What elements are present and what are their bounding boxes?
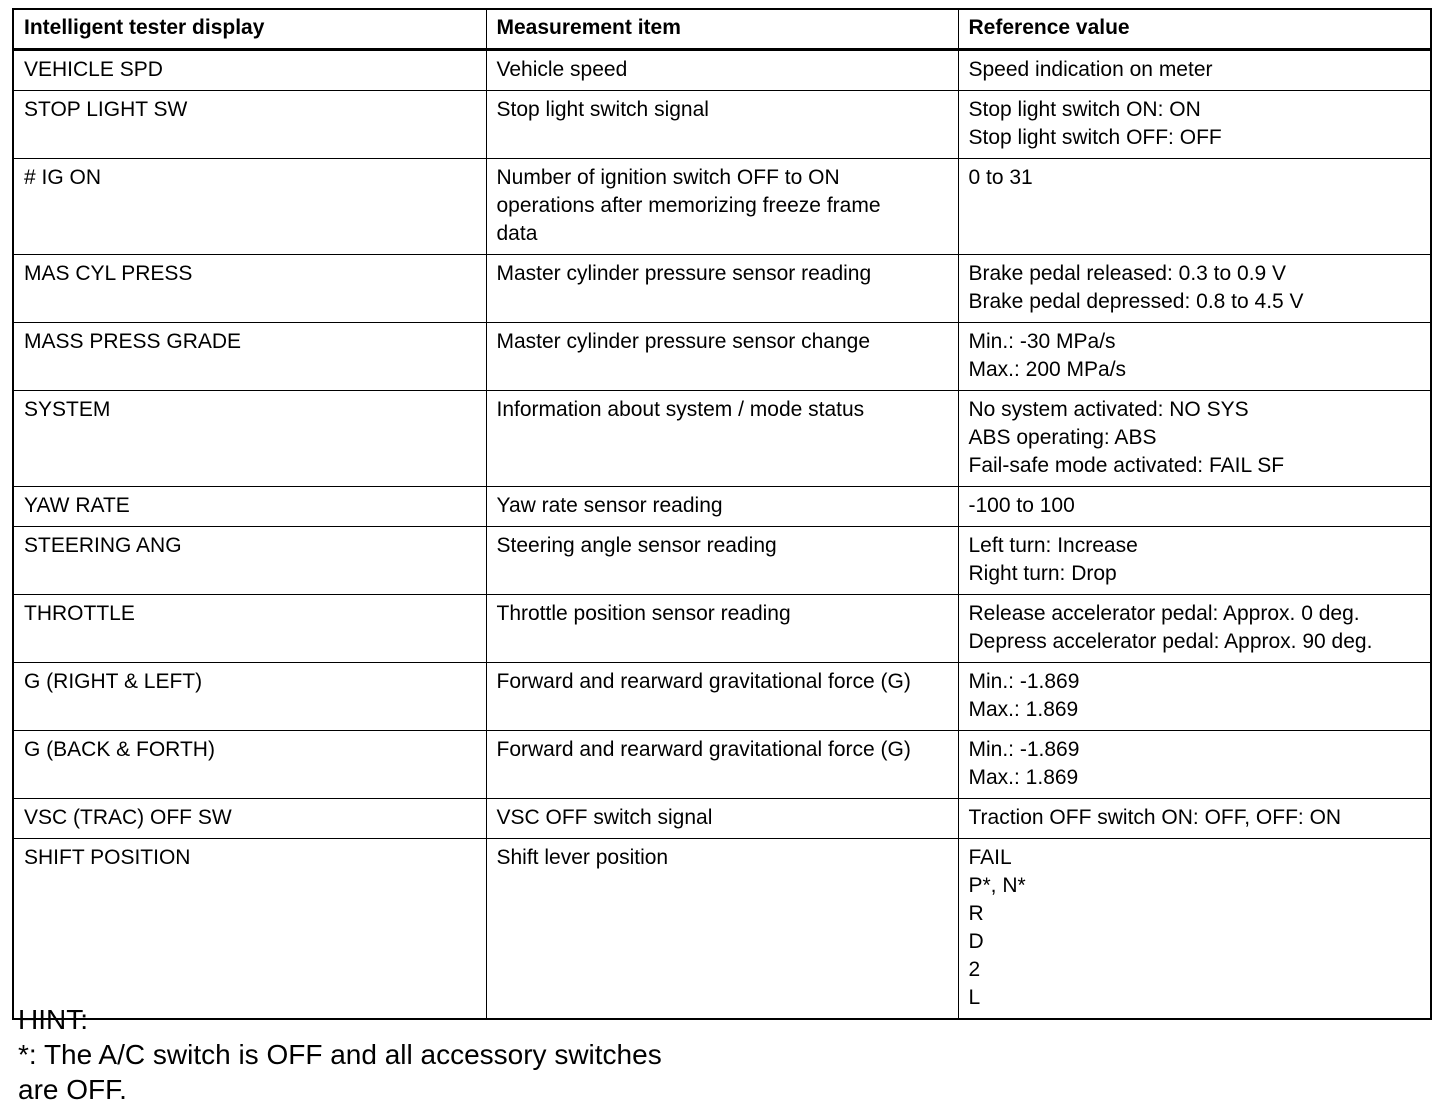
measurement-item-cell [486,595,958,663]
reference-value-line: Release accelerator pedal: Approx. 0 deg. [968,602,1360,625]
reference-value-line: Right turn: Drop [968,562,1117,585]
reference-value-line: Max.: 200 MPa/s [968,358,1127,381]
reference-value-cell [958,839,1431,1020]
measurement-item-cell [486,255,958,323]
measurement-item-line: Master cylinder pressure sensor reading [496,262,872,285]
measurement-item-line: Forward and rearward gravitational force (G) [496,670,911,693]
reference-value-cell [958,663,1431,731]
table-row [13,255,1431,323]
table-row [13,799,1431,839]
reference-value-line: Left turn: Increase [968,534,1138,557]
data-list-table [12,8,1432,1020]
column-header-display: Intelligent tester display [13,9,486,50]
hint-line: are OFF. [18,1074,127,1105]
hint-line: *: The A/C switch is OFF and all accessory switches [18,1039,662,1070]
reference-value-line: Max.: 1.869 [968,698,1079,721]
hint-note [18,1002,778,1107]
reference-value-cell [958,595,1431,663]
measurement-item-line: VSC OFF switch signal [496,806,713,829]
reference-value-cell [958,391,1431,487]
measurement-item-cell [486,731,958,799]
reference-value-line: Min.: -1.869 [968,670,1080,693]
reference-value-line: FAIL [968,846,1012,869]
table-row [13,527,1431,595]
column-header-measurement-item: Measurement item [486,9,958,50]
measurement-item-line: Shift lever position [496,846,669,869]
tester-display-cell: SHIFT POSITION [13,839,486,1020]
tester-display-cell: STEERING ANG [13,527,486,595]
tester-display-cell: STOP LIGHT SW [13,91,486,159]
reference-value-cell [958,159,1431,255]
reference-value-cell [958,255,1431,323]
measurement-item-cell [486,391,958,487]
reference-value-line: Max.: 1.869 [968,766,1079,789]
reference-value-line: Stop light switch ON: ON [968,98,1201,121]
reference-value-cell [958,527,1431,595]
table-row [13,91,1431,159]
table-row [13,731,1431,799]
tester-display-cell: VSC (TRAC) OFF SW [13,799,486,839]
reference-value-line: Min.: -30 MPa/s [968,330,1116,353]
tester-display-cell: G (RIGHT & LEFT) [13,663,486,731]
tester-display-cell: THROTTLE [13,595,486,663]
reference-value-line: ABS operating: ABS [968,426,1157,449]
measurement-item-line: operations after memorizing freeze frame [496,194,881,217]
reference-value-cell [958,323,1431,391]
measurement-item-line: Forward and rearward gravitational force (G) [496,738,911,761]
table-row [13,595,1431,663]
reference-value-line: Depress accelerator pedal: Approx. 90 deg. [968,630,1373,653]
reference-value-line: -100 to 100 [968,494,1075,517]
reference-value-line: 0 to 31 [968,166,1033,189]
measurement-item-line: Yaw rate sensor reading [496,494,723,517]
measurement-item-line: Vehicle speed [496,58,628,81]
reference-value-line: Speed indication on meter [968,58,1213,81]
reference-value-line: Brake pedal released: 0.3 to 0.9 V [968,262,1287,285]
reference-value-line: L [968,986,981,1009]
table-row [13,323,1431,391]
reference-value-line: D [968,930,984,953]
reference-value-line: Brake pedal depressed: 0.8 to 4.5 V [968,290,1304,313]
table-row [13,839,1431,1020]
table-row [13,487,1431,527]
table-body [13,50,1431,1020]
measurement-item-line: Number of ignition switch OFF to ON [496,166,840,189]
reference-value-cell [958,731,1431,799]
reference-value-cell [958,799,1431,839]
table-row [13,391,1431,487]
measurement-item-line: Throttle position sensor reading [496,602,791,625]
tester-display-cell: MAS CYL PRESS [13,255,486,323]
measurement-item-cell [486,159,958,255]
reference-value-cell [958,91,1431,159]
measurement-item-cell [486,487,958,527]
reference-value-line: Fail-safe mode activated: FAIL SF [968,454,1285,477]
table-row [13,159,1431,255]
measurement-item-cell [486,323,958,391]
measurement-item-cell [486,50,958,91]
tester-display-cell: VEHICLE SPD [13,50,486,91]
measurement-item-cell [486,527,958,595]
tester-display-cell: G (BACK & FORTH) [13,731,486,799]
measurement-item-cell [486,91,958,159]
tester-display-cell: YAW RATE [13,487,486,527]
reference-value-line: Stop light switch OFF: OFF [968,126,1222,149]
reference-value-line: R [968,902,984,925]
reference-value-line: P*, N* [968,874,1026,897]
measurement-item-line: Information about system / mode status [496,398,865,421]
hint-label: HINT: [18,1004,88,1035]
reference-value-line: Min.: -1.869 [968,738,1080,761]
tester-display-cell: SYSTEM [13,391,486,487]
tester-display-cell: # IG ON [13,159,486,255]
measurement-item-line: data [496,222,538,245]
measurement-item-line: Stop light switch signal [496,98,709,121]
tester-display-cell: MASS PRESS GRADE [13,323,486,391]
reference-value-line: 2 [968,958,981,981]
measurement-item-cell [486,663,958,731]
reference-value-line: No system activated: NO SYS [968,398,1249,421]
table-row [13,663,1431,731]
reference-value-line: Traction OFF switch ON: OFF, OFF: ON [968,806,1342,829]
table-header-row [13,9,1431,50]
reference-value-cell [958,487,1431,527]
measurement-item-cell [486,799,958,839]
column-header-reference-value: Reference value [958,9,1431,50]
measurement-item-line: Master cylinder pressure sensor change [496,330,871,353]
table-row [13,50,1431,91]
measurement-item-cell [486,839,958,1020]
reference-value-cell [958,50,1431,91]
measurement-item-line: Steering angle sensor reading [496,534,777,557]
